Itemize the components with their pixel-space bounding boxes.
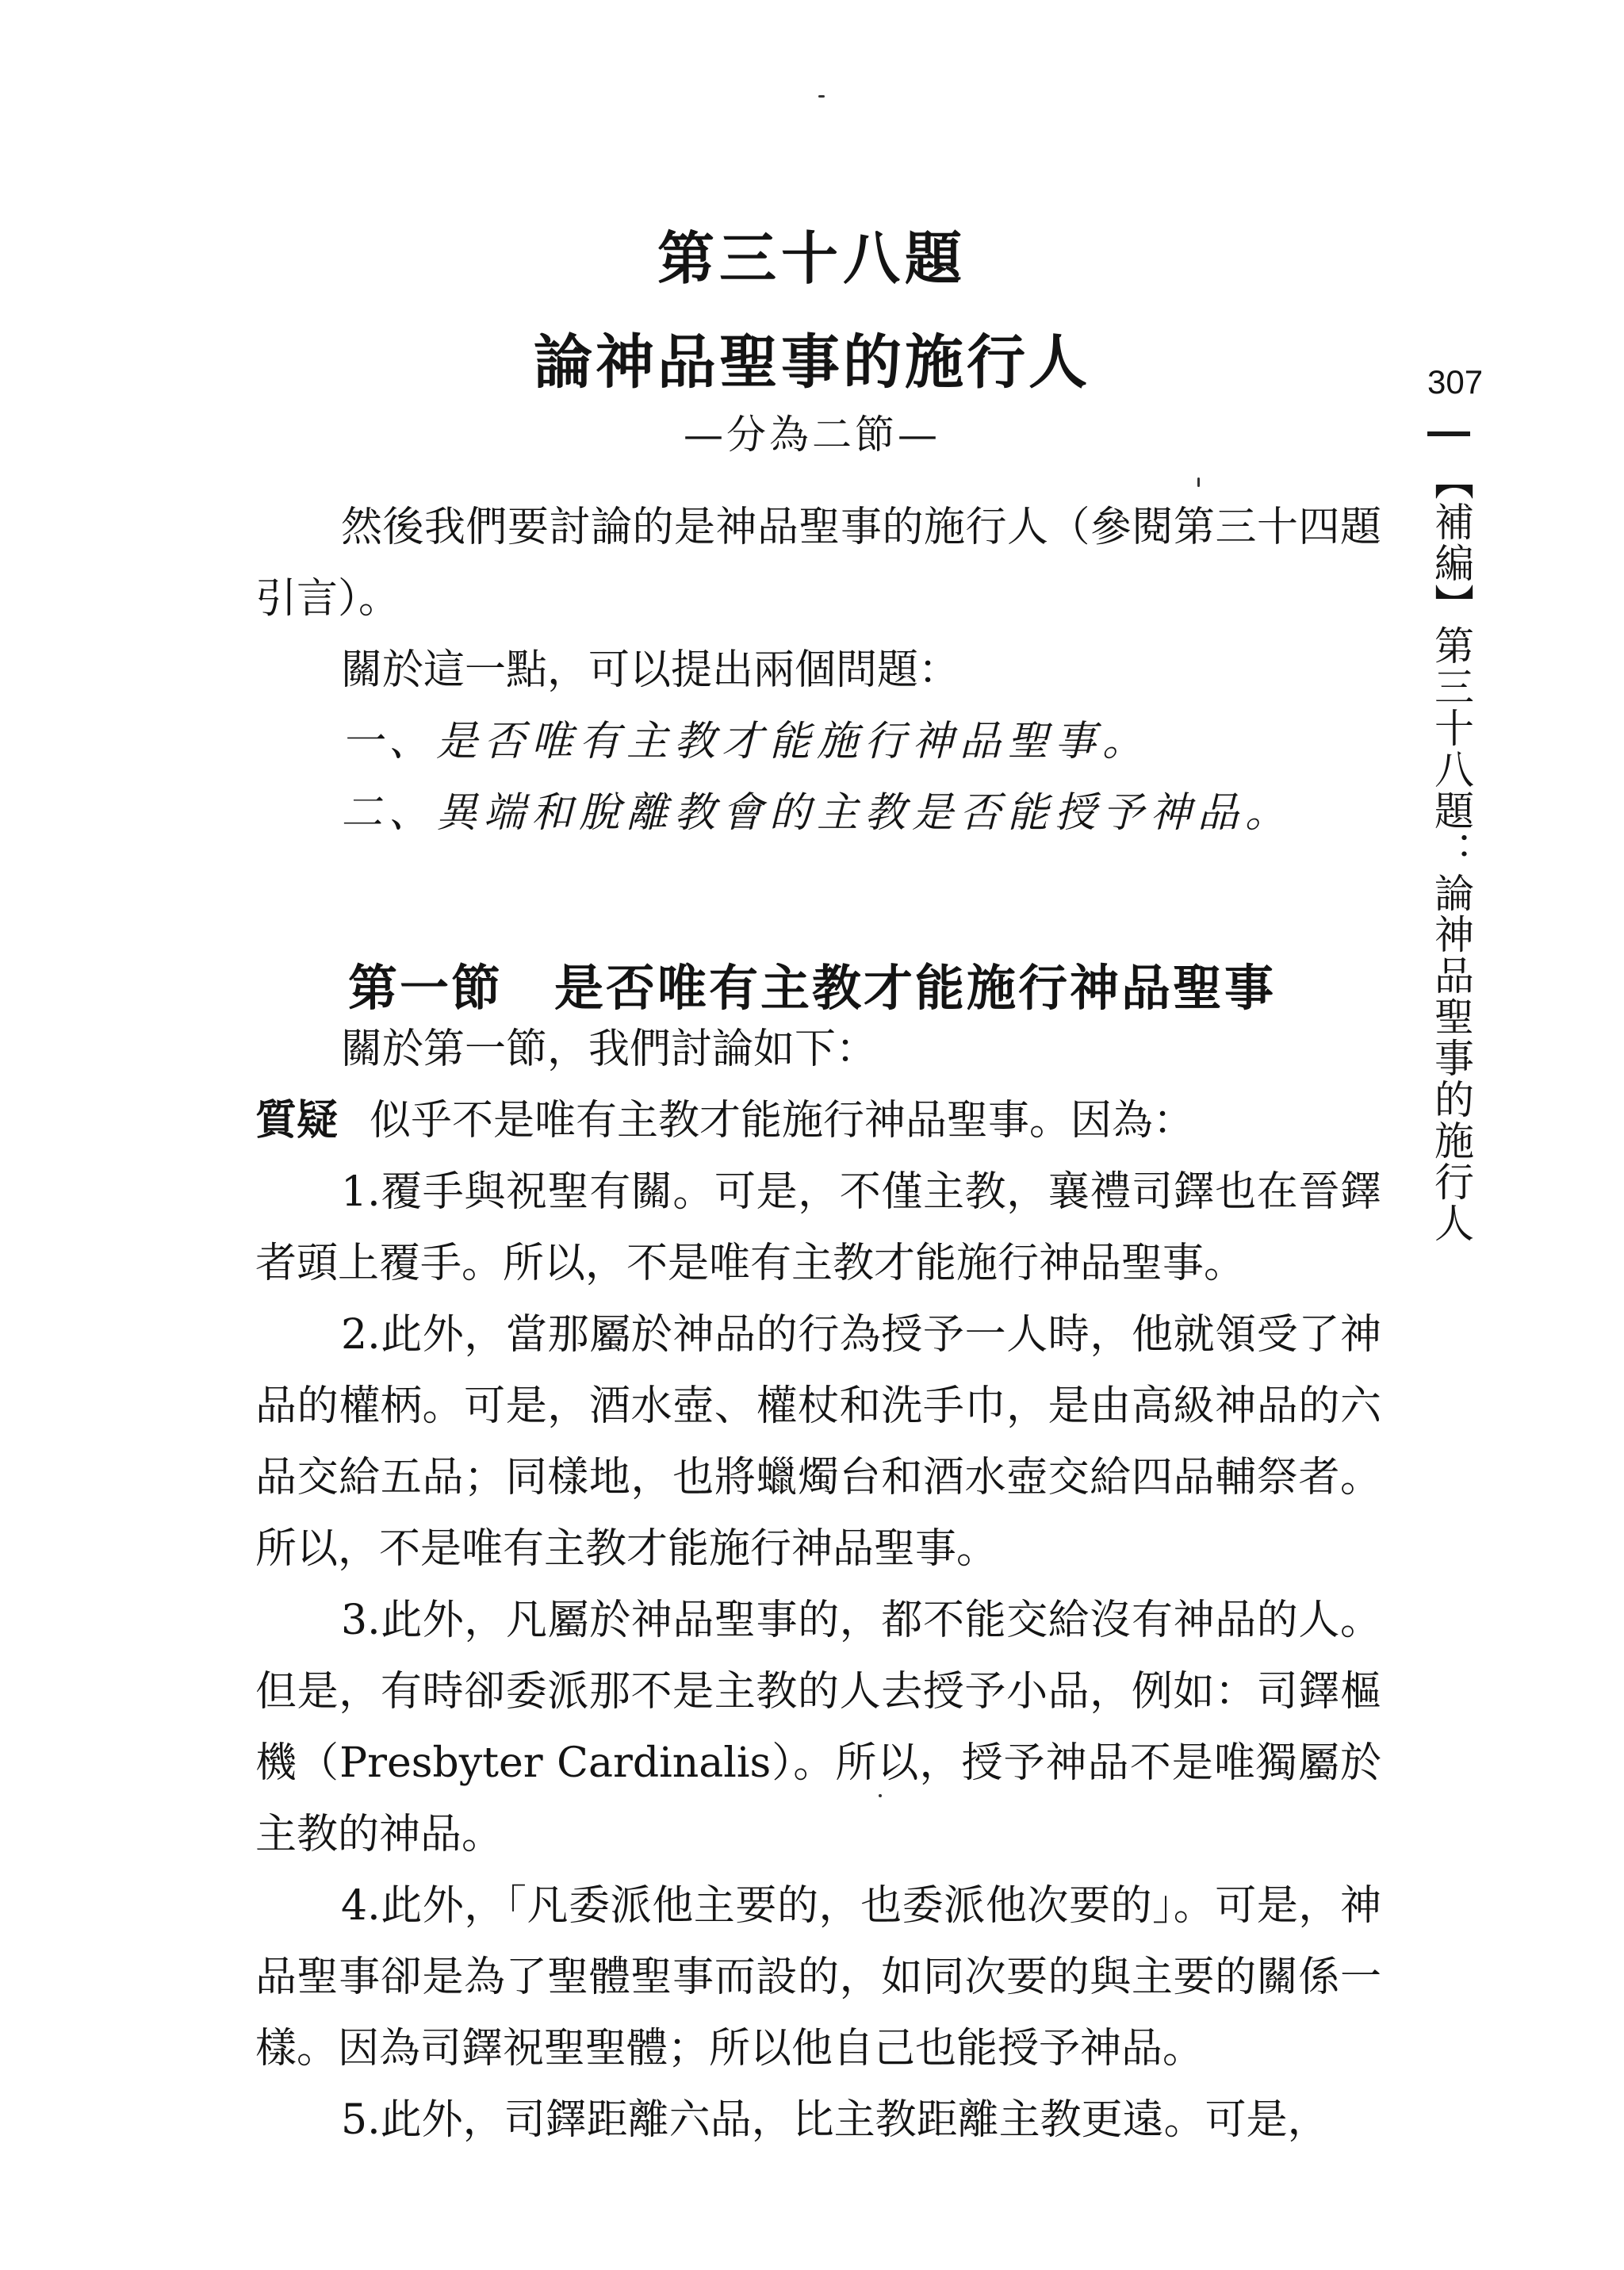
- running-header: 【補編】第三十八題：論神品聖事的施行人: [1428, 460, 1474, 1244]
- objection-point: 1.覆手與祝聖有關。可是，不僅主教，襄禮司鐸也在晉鐸者頭上覆手。所以，不是唯有主教才能施行神品聖事。: [255, 1168, 1381, 1287]
- intro-block: [255, 492, 1381, 849]
- objection-point: 3.此外，凡屬於神品聖事的，都不能交給沒有神品的人。但是，有時卻委派那不是主教的人去授予小品，例如：司鐸樞機（Presbyter Cardinalis）。所以，授予神品不是唯獨屬於主教的神品。: [255, 1597, 1381, 1858]
- intro-paragraph: 然後我們要討論的是神品聖事的施行人（參閱第三十四題引言）。: [255, 504, 1381, 623]
- scan-speck: [818, 95, 825, 98]
- section-body: [255, 1014, 1381, 2156]
- scan-speck: [1197, 477, 1200, 487]
- chapter-title: 論神品聖事的施行人: [534, 328, 1090, 397]
- chapter-subtitle: —分為二節—: [684, 412, 940, 458]
- objection-label: 質疑: [255, 1096, 339, 1145]
- objection-point: 4.此外，「凡委派他主要的，也委派他次要的」。可是，神品聖事卻是為了聖體聖事而設的，如同次要的與主要的關係一樣。因為司鐸祝聖聖體；所以他自己也能授予神品。: [255, 1882, 1381, 2073]
- scan-speck: [879, 1794, 882, 1797]
- chapter-number: 第三十八題: [657, 224, 967, 292]
- page-number: 307: [1427, 363, 1484, 401]
- questions-lead: 關於這一點，可以提出兩個問題：: [341, 646, 960, 694]
- section-heading: 第一節 是否唯有主教才能施行神品聖事: [347, 959, 1276, 1017]
- objection-point: 2.此外，當那屬於神品的行為授予一人時，他就領受了神品的權柄。可是，酒水壺、權杖和洗手巾，是由高級神品的六品交給五品；同樣地，也將蠟燭台和酒水壺交給四品輔祭者。所以，不是唯有主教才能施行神品聖事。: [255, 1311, 1381, 1573]
- section-lead: 關於第一節，我們討論如下：: [341, 1026, 878, 1073]
- question-item: 二、異端和脫離教會的主教是否能授予神品。: [341, 789, 1293, 837]
- margin-rule: [1427, 431, 1470, 436]
- objection-line: [255, 1085, 1381, 1156]
- objection-text: 似乎不是唯有主教才能施行神品聖事。因為：: [370, 1097, 1195, 1145]
- question-item: 一、是否唯有主教才能施行神品聖事。: [341, 718, 1151, 765]
- objection-point: 5.此外，司鐸距離六品，比主教距離主教更遠。可是，: [341, 2096, 1329, 2144]
